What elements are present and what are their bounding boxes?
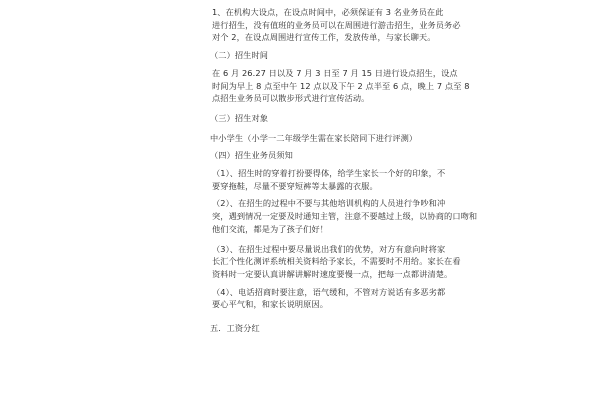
section-heading: （三）招生对象	[210, 112, 269, 123]
heading-enrollment-time	[200, 49, 410, 62]
paragraph-setup-point	[200, 6, 461, 44]
paragraph-note-4	[200, 286, 446, 311]
section-heading: （四）招生业务员须知	[210, 150, 293, 161]
section-heading: 五．工资分红	[210, 323, 260, 334]
text-line: 要心平气和，和家长说明原因。	[212, 299, 329, 310]
text-line: 进行招生，没有值班的业务员可以在周围进行游击招生，业务员务必	[212, 19, 461, 30]
text-line: （2）、在招生的过程中不要与其他培训机构的人员进行争吵和冲	[212, 198, 446, 209]
text-line: 突，遇到情况一定要及时通知主管，注意不要越过上级，以协商的口吻和	[212, 211, 478, 222]
paragraph-note-2	[200, 197, 478, 235]
text-line: 中小学生（小学一二年级学生需在家长陪同下进行评测）	[210, 132, 418, 143]
paragraph-note-1	[200, 167, 446, 192]
paragraph-note-3	[200, 243, 461, 281]
section-heading: （二）招生时间	[210, 50, 269, 61]
text-line: 资料时一定要认真讲解讲解时速度要慢一点，把每一点都讲清楚。	[212, 268, 453, 279]
text-line: 时间为早上 8 点至中午 12 点以及下午 2 点半至 6 点，晚上 7 点至 8	[212, 80, 470, 91]
text-line: 他们交流，都是为了孩子们好！	[212, 223, 329, 234]
paragraph-enrollment-target	[200, 132, 418, 145]
text-line: 点招生业务员可以散步形式进行宣传活动。	[212, 93, 370, 104]
heading-staff-notes	[200, 149, 410, 162]
paragraph-enrollment-time	[200, 67, 470, 105]
text-line: 要穿拖鞋，尽量不要穿短裤等太暴露的衣服。	[212, 180, 378, 191]
text-line: 1、在机构大设点，在设点时间中，必须保证有 3 名业务员在此	[212, 7, 444, 17]
text-line: 在 6 月 26.27 日以及 7 月 3 日至 7 月 15 日进行设点招生，设点	[212, 67, 458, 78]
text-line: 对个 2，在设点周围进行宣传工作，发放传单，与家长聊天。	[212, 32, 436, 43]
document-body	[200, 6, 478, 335]
text-line: （3）、在招生过程中要尽量说出我们的优势，对方有意向时将家	[212, 243, 446, 254]
heading-salary-bonus	[200, 322, 410, 335]
text-line: （1）、招生时的穿着打扮要得体，给学生家长一个好的印象，不	[212, 168, 446, 179]
heading-enrollment-target	[200, 112, 410, 125]
text-line: （4）、电话招商时要注意，语气缓和，不管对方说话有多恶劣都	[212, 286, 446, 297]
text-line: 长汇个性化测评系统相关资料给予家长，不需要时不用给。家长在看	[212, 256, 461, 267]
